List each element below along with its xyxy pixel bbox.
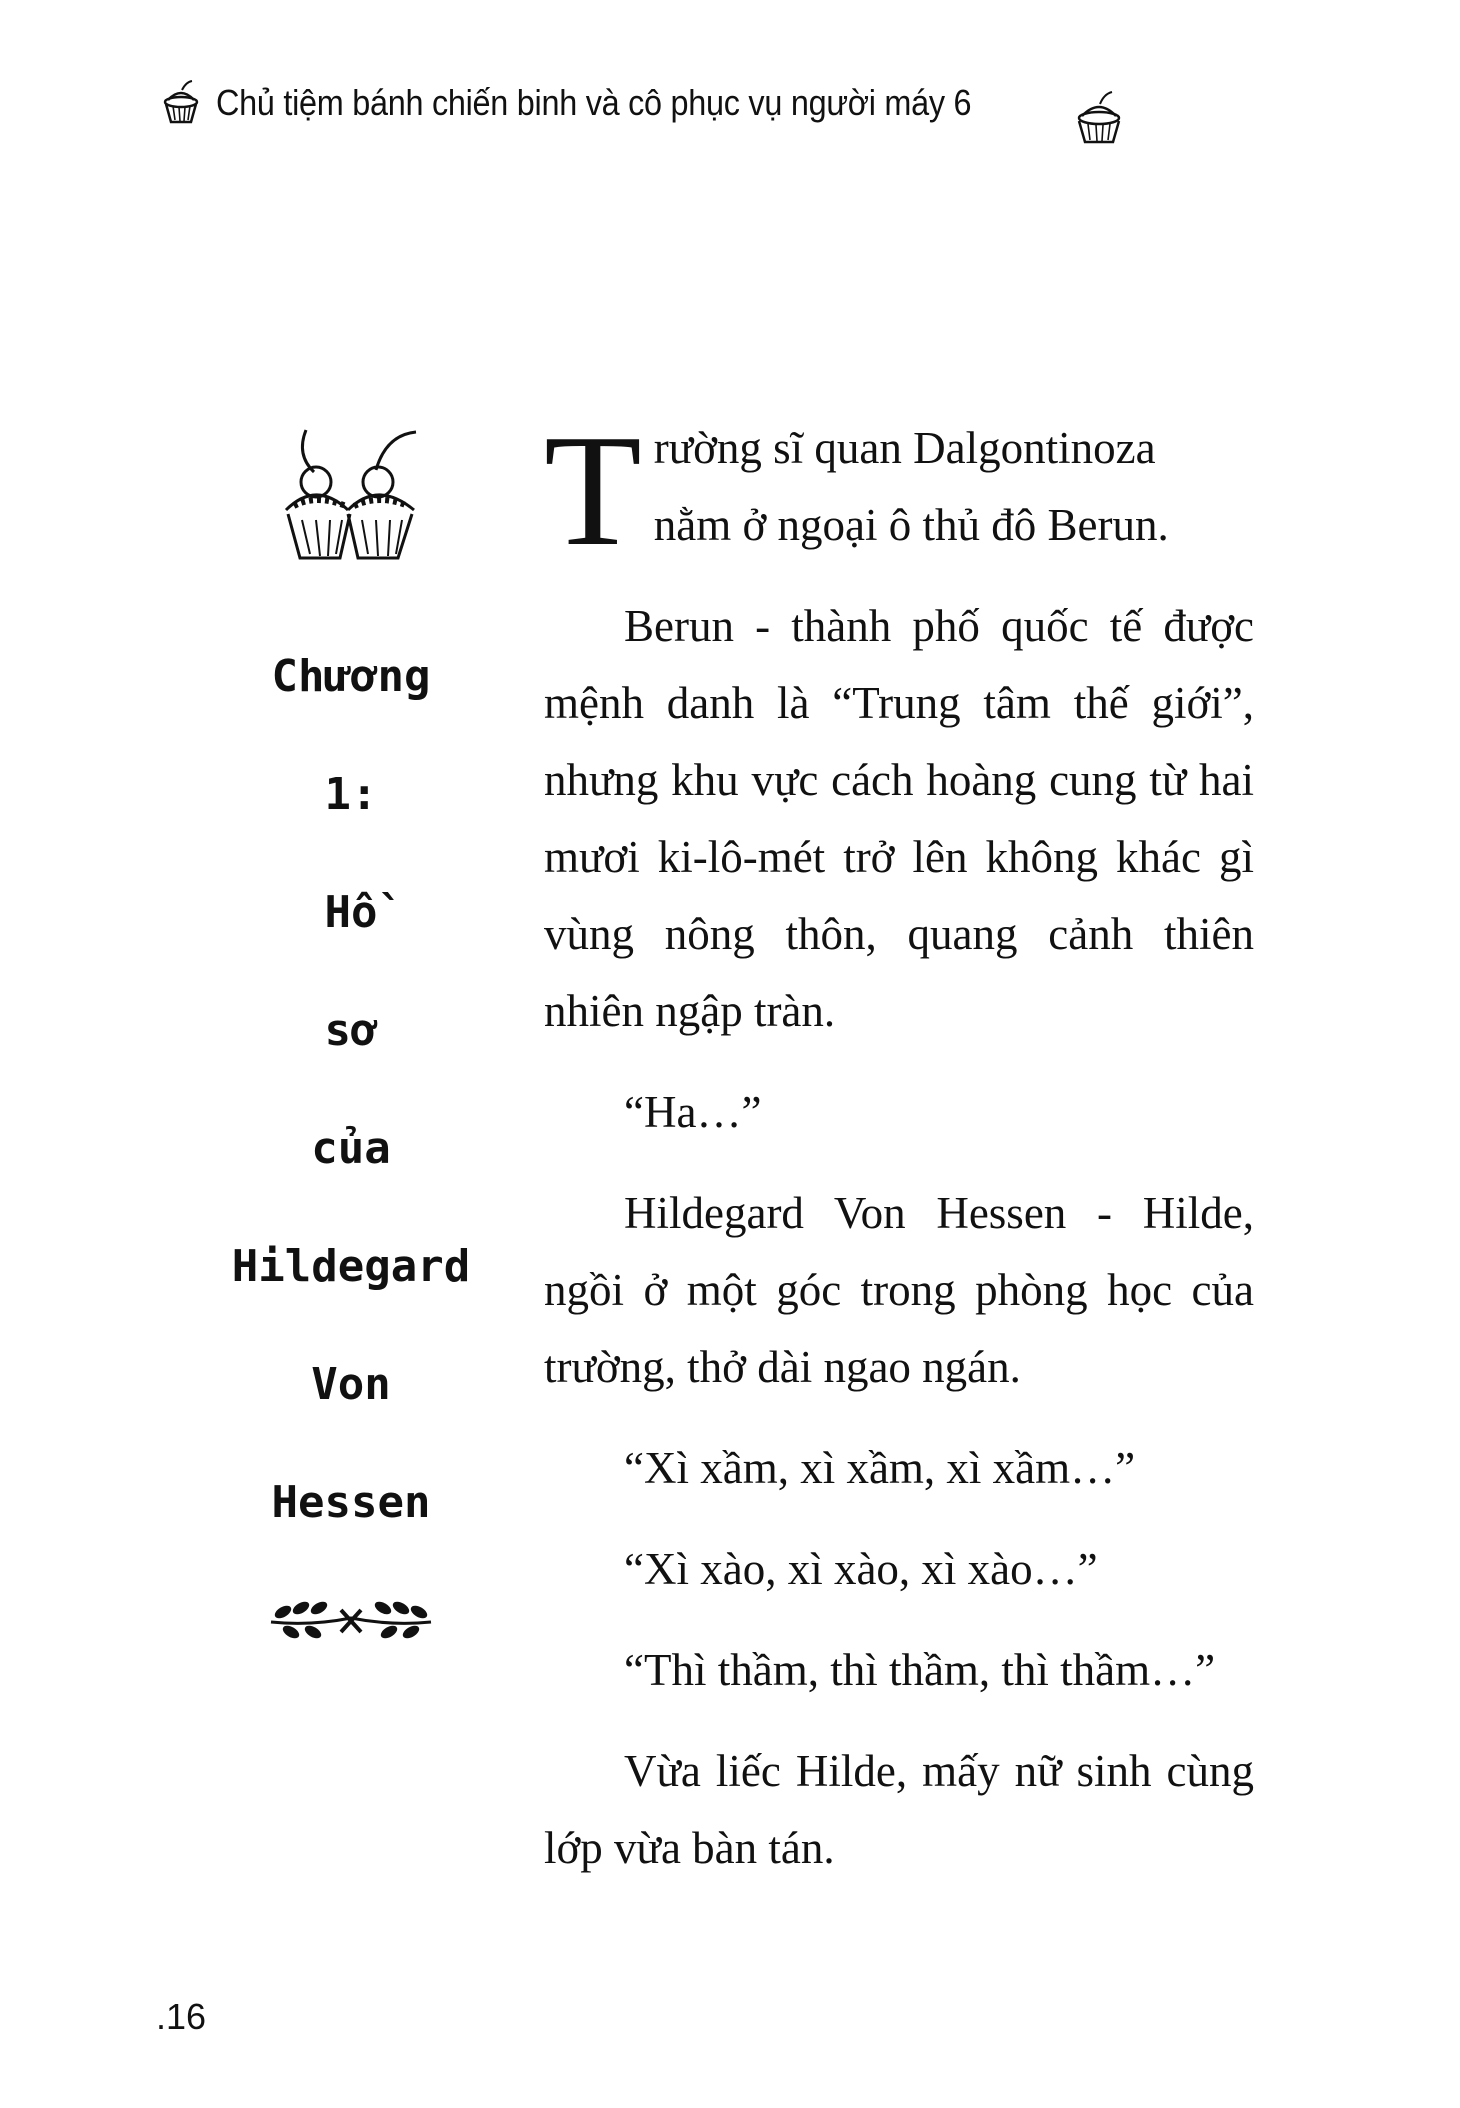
laurel-ornament-icon <box>261 1582 441 1642</box>
chapter-title-line: sơ <box>324 1005 378 1056</box>
opening-paragraph <box>544 401 1254 579</box>
opening-line: rường sĩ quan Dalgontinoza <box>653 423 1156 473</box>
chapter-heading-column <box>186 410 516 1642</box>
paragraph: “Xì xào, xì xào, xì xào…” <box>624 1544 1098 1594</box>
chapter-title-line: của <box>311 1123 391 1174</box>
chapter-title-line: Hildegard <box>231 1241 471 1292</box>
paragraph: “Xì xầm, xì xầm, xì xầm…” <box>624 1443 1136 1493</box>
book-title: Chủ tiệm bánh chiến binh và cô phục vụ người máy 6 <box>216 82 972 123</box>
chapter-title-line: Chương <box>271 651 431 702</box>
chapter-title-line: 1: <box>324 769 378 820</box>
paragraph: Berun - thành phố quốc tế được mệnh danh là “Trung tâm thế giới”, nhưng khu vực cách hoàng cung từ hai mươi ki-lô-mét trở lên không khác gì vùng nông thôn, quang cảnh thiên nhiên ngập tràn. <box>544 601 1254 1036</box>
body-text <box>544 401 1254 1911</box>
cupcake-icon <box>1072 88 1126 148</box>
running-header <box>160 58 1140 148</box>
paragraph: Vừa liếc Hilde, mấy nữ sinh cùng lớp vừa bàn tán. <box>544 1746 1254 1873</box>
paragraph: “Ha…” <box>624 1087 762 1137</box>
paragraph: “Thì thầm, thì thầm, thì thầm…” <box>624 1645 1216 1695</box>
cherry-cupcakes-icon <box>276 410 426 570</box>
opening-line: nằm ở ngoại ô thủ đô Berun. <box>653 500 1169 550</box>
chapter-title-line: Hessen <box>271 1477 431 1528</box>
page-number: .16 <box>156 1996 207 2037</box>
paragraph: Hildegard Von Hessen - Hilde, ngồi ở một góc trong phòng học của trường, thở dài ngao ngán. <box>544 1188 1254 1392</box>
chapter-title-line: Von <box>311 1359 391 1410</box>
drop-cap: T <box>544 401 642 579</box>
cupcake-icon <box>160 78 202 128</box>
chapter-title <box>232 618 470 1562</box>
chapter-title-line: Hồ <box>324 887 378 938</box>
